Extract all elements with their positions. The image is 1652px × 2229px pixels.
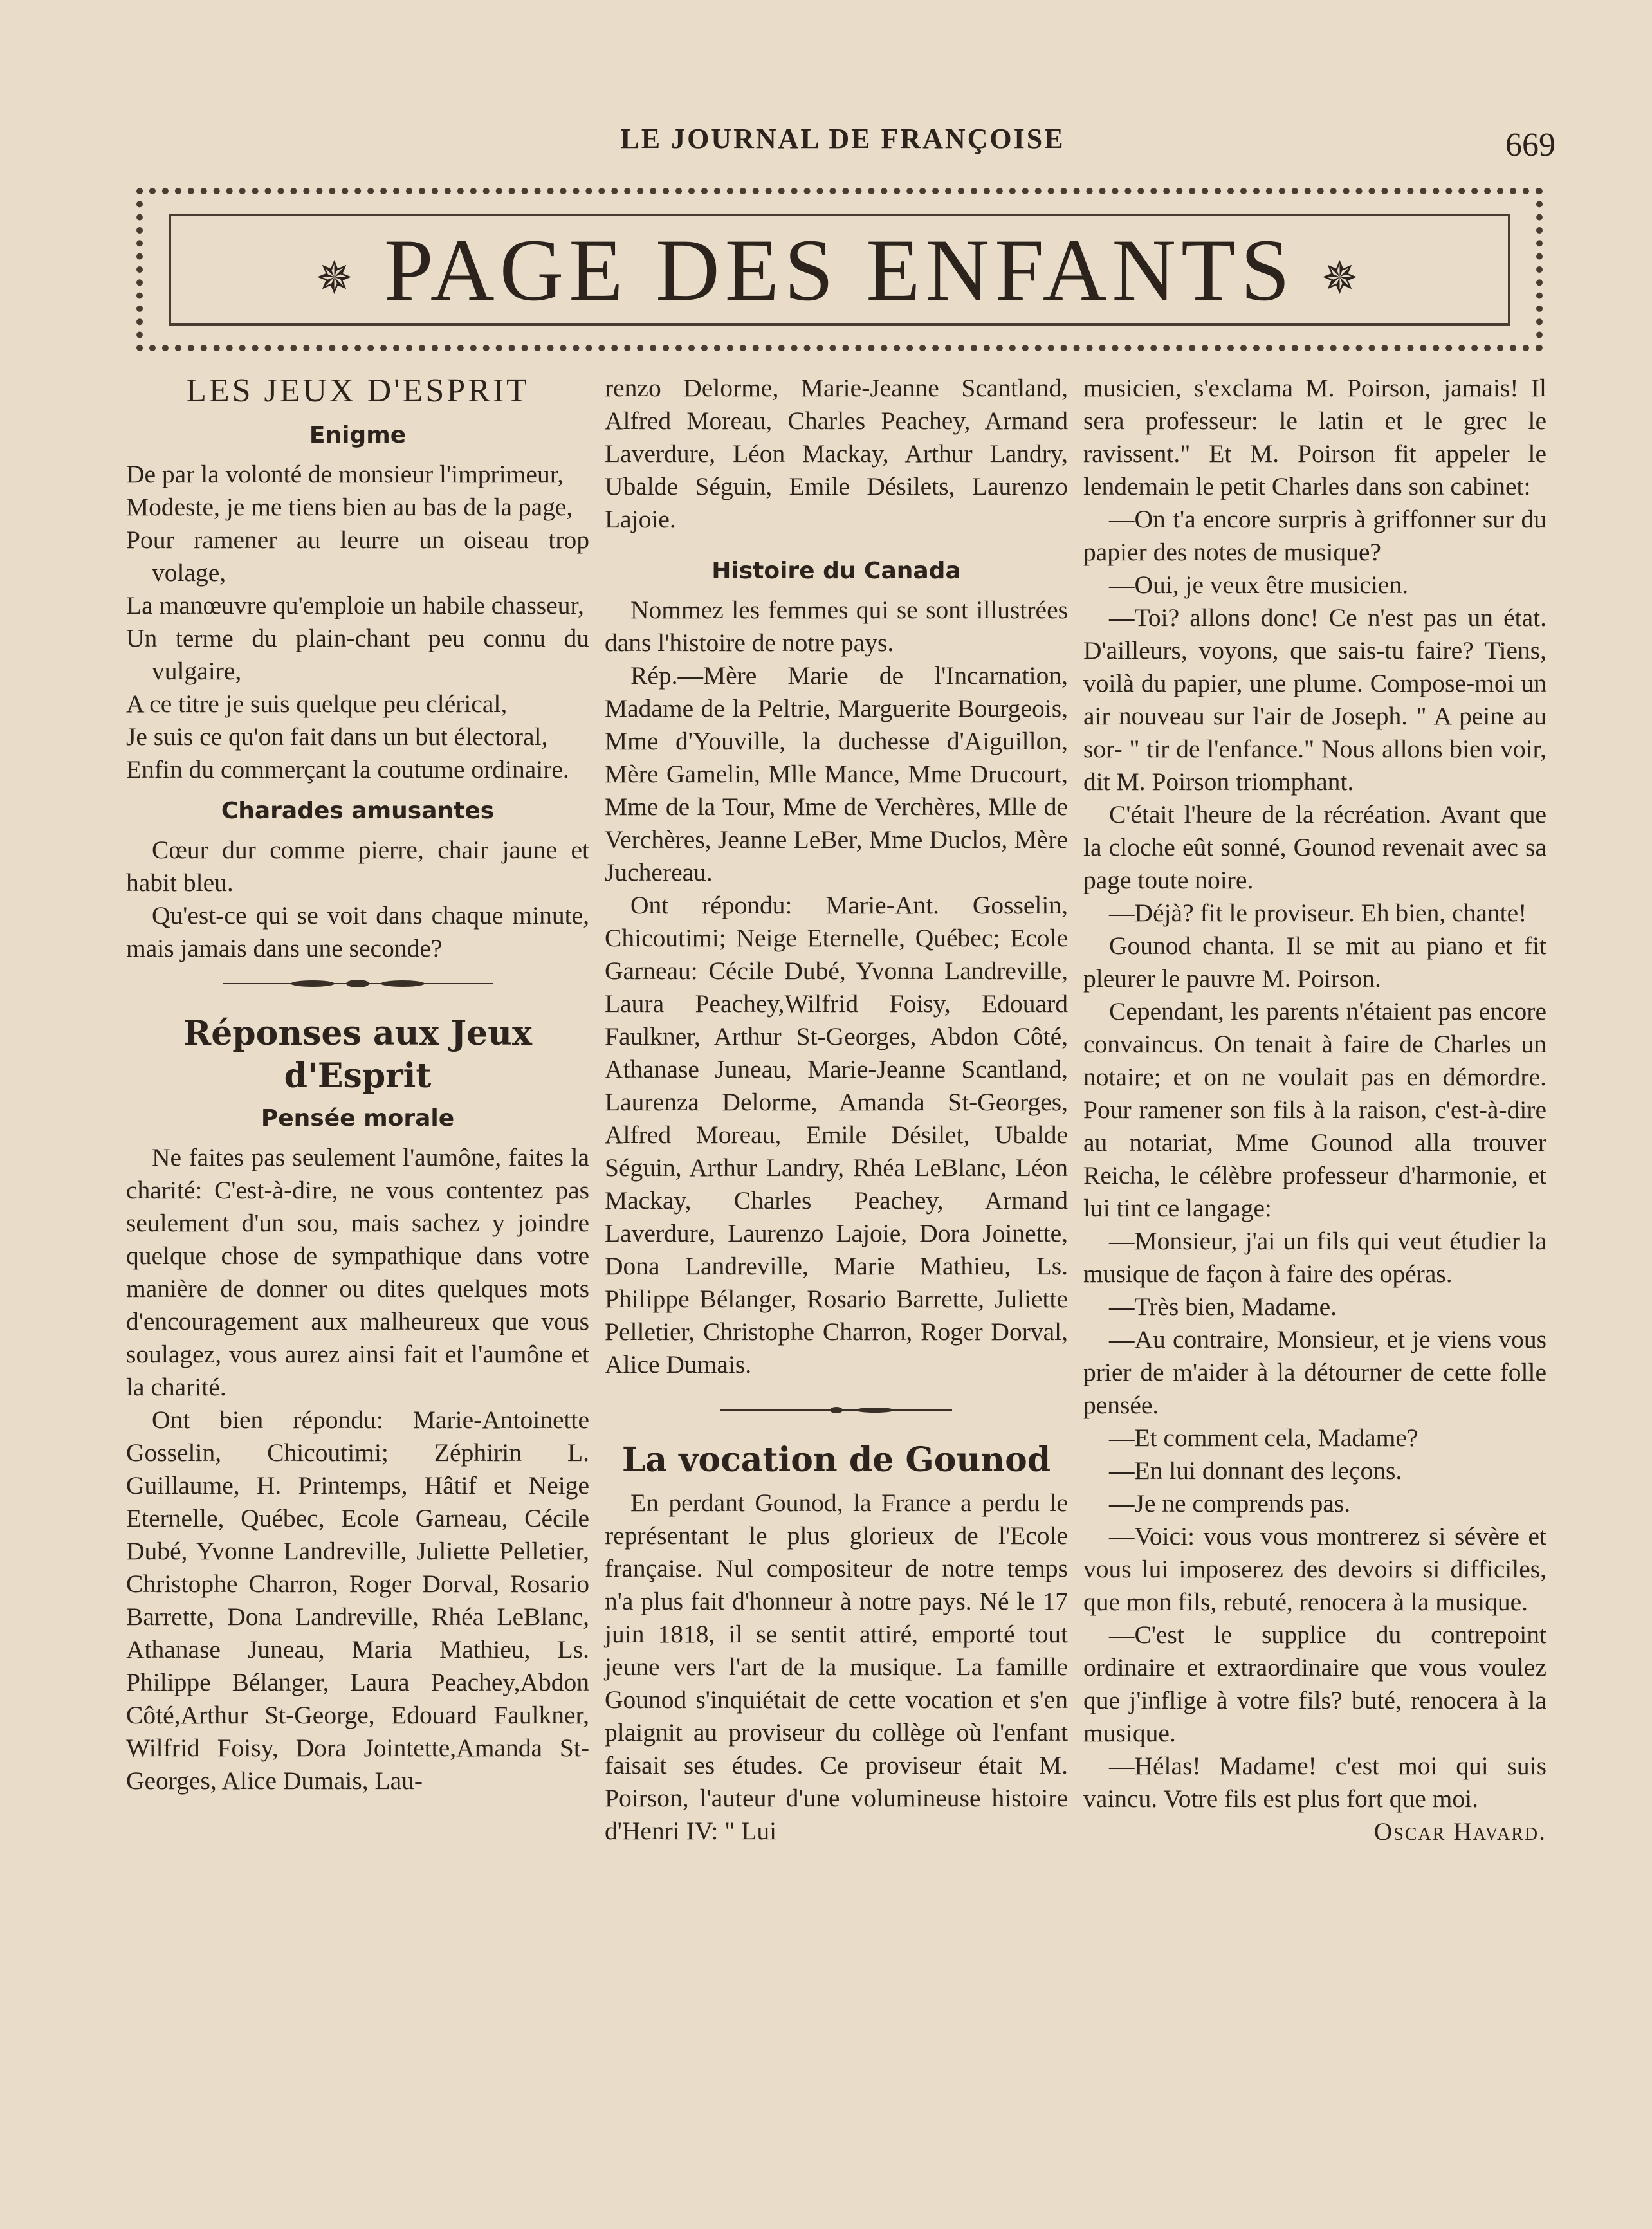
story-paragraph: Gounod chanta. Il se mit au piano et fit pleurer le pauvre M. Poirson.	[1083, 931, 1546, 993]
enigme-line: Je suis ce qu'on fait dans un but électoral,	[126, 722, 548, 751]
story-paragraph: —Je ne comprends pas.	[1109, 1489, 1351, 1518]
story-paragraph: —Et comment cela, Madame?	[1109, 1424, 1418, 1452]
story-paragraph: Cependant, les parents n'étaient pas encore convaincus. On tenait à faire de Charles un notaire; et on ne voulait pas en démordre. Pour ramener son fils à la raison, c'est-à-dire au notariat, Mme Gounod alla trouver Reicha, le célèbre professeur d'harmonie, et lui tint ce langage:	[1083, 997, 1546, 1222]
enigme-line: La manœuvre qu'emploie un habile chasseur,	[126, 591, 584, 619]
page-number: 669	[1505, 127, 1556, 163]
story-paragraph: —Au contraire, Monsieur, et je viens vous prier de m'aider à la détourner de cette folle pensée.	[1083, 1325, 1546, 1419]
author-signature: Oscar Havard.	[1373, 1817, 1546, 1846]
histoire-question: Nommez les femmes qui se sont illustrées dans l'histoire de notre pays.	[605, 596, 1068, 657]
charades-title: Charades amusantes	[221, 798, 495, 824]
column-right	[1083, 372, 1546, 1848]
ornamental-divider	[126, 974, 589, 1004]
histoire-repondu: Ont répondu: Marie-Ant. Gosselin, Chicoutimi; Neige Eternelle, Québec; Ecole Garneau: Cécile Dubé, Yvonna Landreville, Laura Peachey,Wilfrid Foisy, Edouard Faulkner, Arthur St-Georges, Abdon Côté, Athanase Juneau, Marie-Jeanne Scantland, Laurenza Delorme, Amanda St-Georges, Alfred Moreau, Emile Désilet, Ubalde Séguin, Arthur Landry, Rhéa LeBlanc, Léon Mackay, Charles Peachey, Armand Laverdure, Laurenzo Lajoie, Dora Joinette, Dona Landreville, Marie Mathieu, Ls. Philippe Bélanger, Rosario Barrette, Juliette Pelletier, Christophe Charron, Roger Dorval, Alice Dumais.	[605, 891, 1068, 1379]
story-paragraph: C'était l'heure de la récréation. Avant que la cloche eût sonné, Gounod revenait avec sa page toute noire.	[1083, 800, 1546, 894]
story-paragraph: —Déjà? fit le proviseur. Eh bien, chante!	[1109, 899, 1527, 927]
left-star-ornament-icon: ✵	[315, 254, 358, 304]
enigme-line: Pour ramener au leurre un oiseau trop volage,	[126, 526, 589, 587]
divider-ornament-icon	[714, 1400, 959, 1420]
story-paragraph: musicien, s'exclama M. Poirson, jamais! Il sera professeur: le latin et le grec le ravissent." Et M. Poirson fit appeler le lendemain le petit Charles dans son cabinet:	[1083, 374, 1546, 500]
vocation-title: La vocation de Gounod	[621, 1440, 1051, 1480]
reponses-title: Réponses aux Jeux d'Esprit	[183, 1014, 532, 1096]
continued-names-paragraph: renzo Delorme, Marie-Jeanne Scantland, Alfred Moreau, Charles Peachey, Armand Laverdure, Léon Mackay, Arthur Landry, Ubalde Séguin, Emile Désilets, Laurenzo Lajoie.	[605, 374, 1068, 533]
story-paragraph: —Voici: vous vous montrerez si sévère et vous lui imposerez des devoirs si difficiles, que mon fils, rebuté, renocera à la musique.	[1083, 1522, 1546, 1616]
story-paragraph: —Très bien, Madame.	[1109, 1292, 1337, 1321]
pensee-title: Pensée morale	[261, 1105, 455, 1132]
enigme-line: Modeste, je me tiens bien au bas de la page,	[126, 493, 573, 521]
histoire-title: Histoire du Canada	[711, 558, 961, 584]
charade-paragraph: Qu'est-ce qui se voit dans chaque minute, mais jamais dans une seconde?	[126, 901, 589, 962]
repondu-paragraph: Ont bien répondu: Marie-Antoinette Gosselin, Chicoutimi; Zéphirin L. Guillaume, H. Printemps, Hâtif et Neige Eternelle, Québec, Ecole Garneau, Cécile Dubé, Yvonne Landreville, Juliette Pelletier, Christophe Charron, Roger Dorval, Rosario Barrette, Dona Landreville, Rhéa LeBlanc, Athanase Juneau, Maria Mathieu, Ls. Philippe Bélanger, Laura Peachey,Abdon Côté,Arthur St-George, Edouard Faulkner, Wilfrid Foisy, Dora Jointette,Amanda St-Georges, Alice Dumais, Lau-	[126, 1406, 589, 1795]
enigme-line: Enfin du commerçant la coutume ordinaire.	[126, 755, 569, 784]
enigme-title: Enigme	[309, 422, 407, 448]
running-title: LE JOURNAL DE FRANÇOISE	[620, 123, 1065, 154]
story-paragraph: —Monsieur, j'ai un fils qui veut étudier la musique de façon à faire des opéras.	[1083, 1227, 1546, 1288]
histoire-reponse: Rép.—Mère Marie de l'Incarnation, Madame de la Peltrie, Marguerite Bourgeois, Mme d'Youville, la duchesse d'Aiguillon, Mère Gamelin, Mlle Mance, Mme Drucourt, Mme de la Tour, Mme de Verchères, Mlle de Verchères, Jeanne LeBer, Mme Duclos, Mère Juchereau.	[605, 661, 1068, 886]
page-title	[136, 219, 1543, 331]
section-title-jeux: LES JEUX D'ESPRIT	[186, 372, 529, 409]
column-left	[126, 372, 589, 1797]
divider-ornament-icon	[216, 974, 499, 993]
charade-paragraph: Cœur dur comme pierre, chair jaune et habit bleu.	[126, 836, 589, 897]
vocation-paragraph: En perdant Gounod, la France a perdu le représentant le plus glorieux de l'Ecole française. Nul compositeur de notre temps n'a plus fait d'honneur à notre pays. Né le 17 juin 1818, il se sentit attiré, emporté tout jeune vers l'art de la musique. La famille Gounod s'inquiétait de cette vocation et s'en plaignit au proviseur du collège où l'enfant faisait ses études. Ce proviseur était M. Poirson, l'auteur d'une volumineuse histoire d'Henri IV: " Lui	[605, 1489, 1068, 1845]
story-paragraph: —C'est le supplice du contrepoint ordinaire et extraordinaire que vous voulez que j'inflige à votre fils? buté, renocera à la musique.	[1083, 1620, 1546, 1747]
enigme-line: A ce titre je suis quelque peu clérical,	[126, 690, 508, 718]
enigme-line: Un terme du plain-chant peu connu du vulgaire,	[126, 624, 589, 685]
ornamental-divider	[605, 1400, 1068, 1430]
story-paragraph: —Hélas! Madame! c'est moi qui suis vaincu. Votre fils est plus fort que moi.	[1083, 1752, 1546, 1813]
story-paragraph: —Oui, je veux être musicien.	[1109, 571, 1409, 599]
story-paragraph: —Toi? allons donc! Ce n'est pas un état. D'ailleurs, voyons, que sais-tu faire? Tiens, voilà du papier, une plume. Compose-moi un air nouveau sur l'air de Joseph. " A peine au sor- " tir de l'enfance." Nous allons bien voir, dit M. Poirson triomphant.	[1083, 603, 1546, 796]
enigme-line: De par la volonté de monsieur l'imprimeur,	[126, 460, 564, 488]
column-middle	[605, 372, 1068, 1848]
story-paragraph: —En lui donnant des leçons.	[1109, 1456, 1402, 1485]
page-title-text: PAGE DES ENFANTS	[383, 221, 1296, 319]
story-paragraph: —On t'a encore surpris à griffonner sur du papier des notes de musique?	[1083, 505, 1546, 566]
right-star-ornament-icon: ✵	[1321, 254, 1364, 304]
pensee-paragraph: Ne faites pas seulement l'aumône, faites la charité: C'est-à-dire, ne vous contentez pas seulement d'un sou, mais sachez y joindre quelque chose de sympathique dans votre manière de donner ou dites quelques mots d'encouragement aux malheureux que vous soulagez, vous aurez ainsi fait et l'aumône et la charité.	[126, 1143, 589, 1401]
